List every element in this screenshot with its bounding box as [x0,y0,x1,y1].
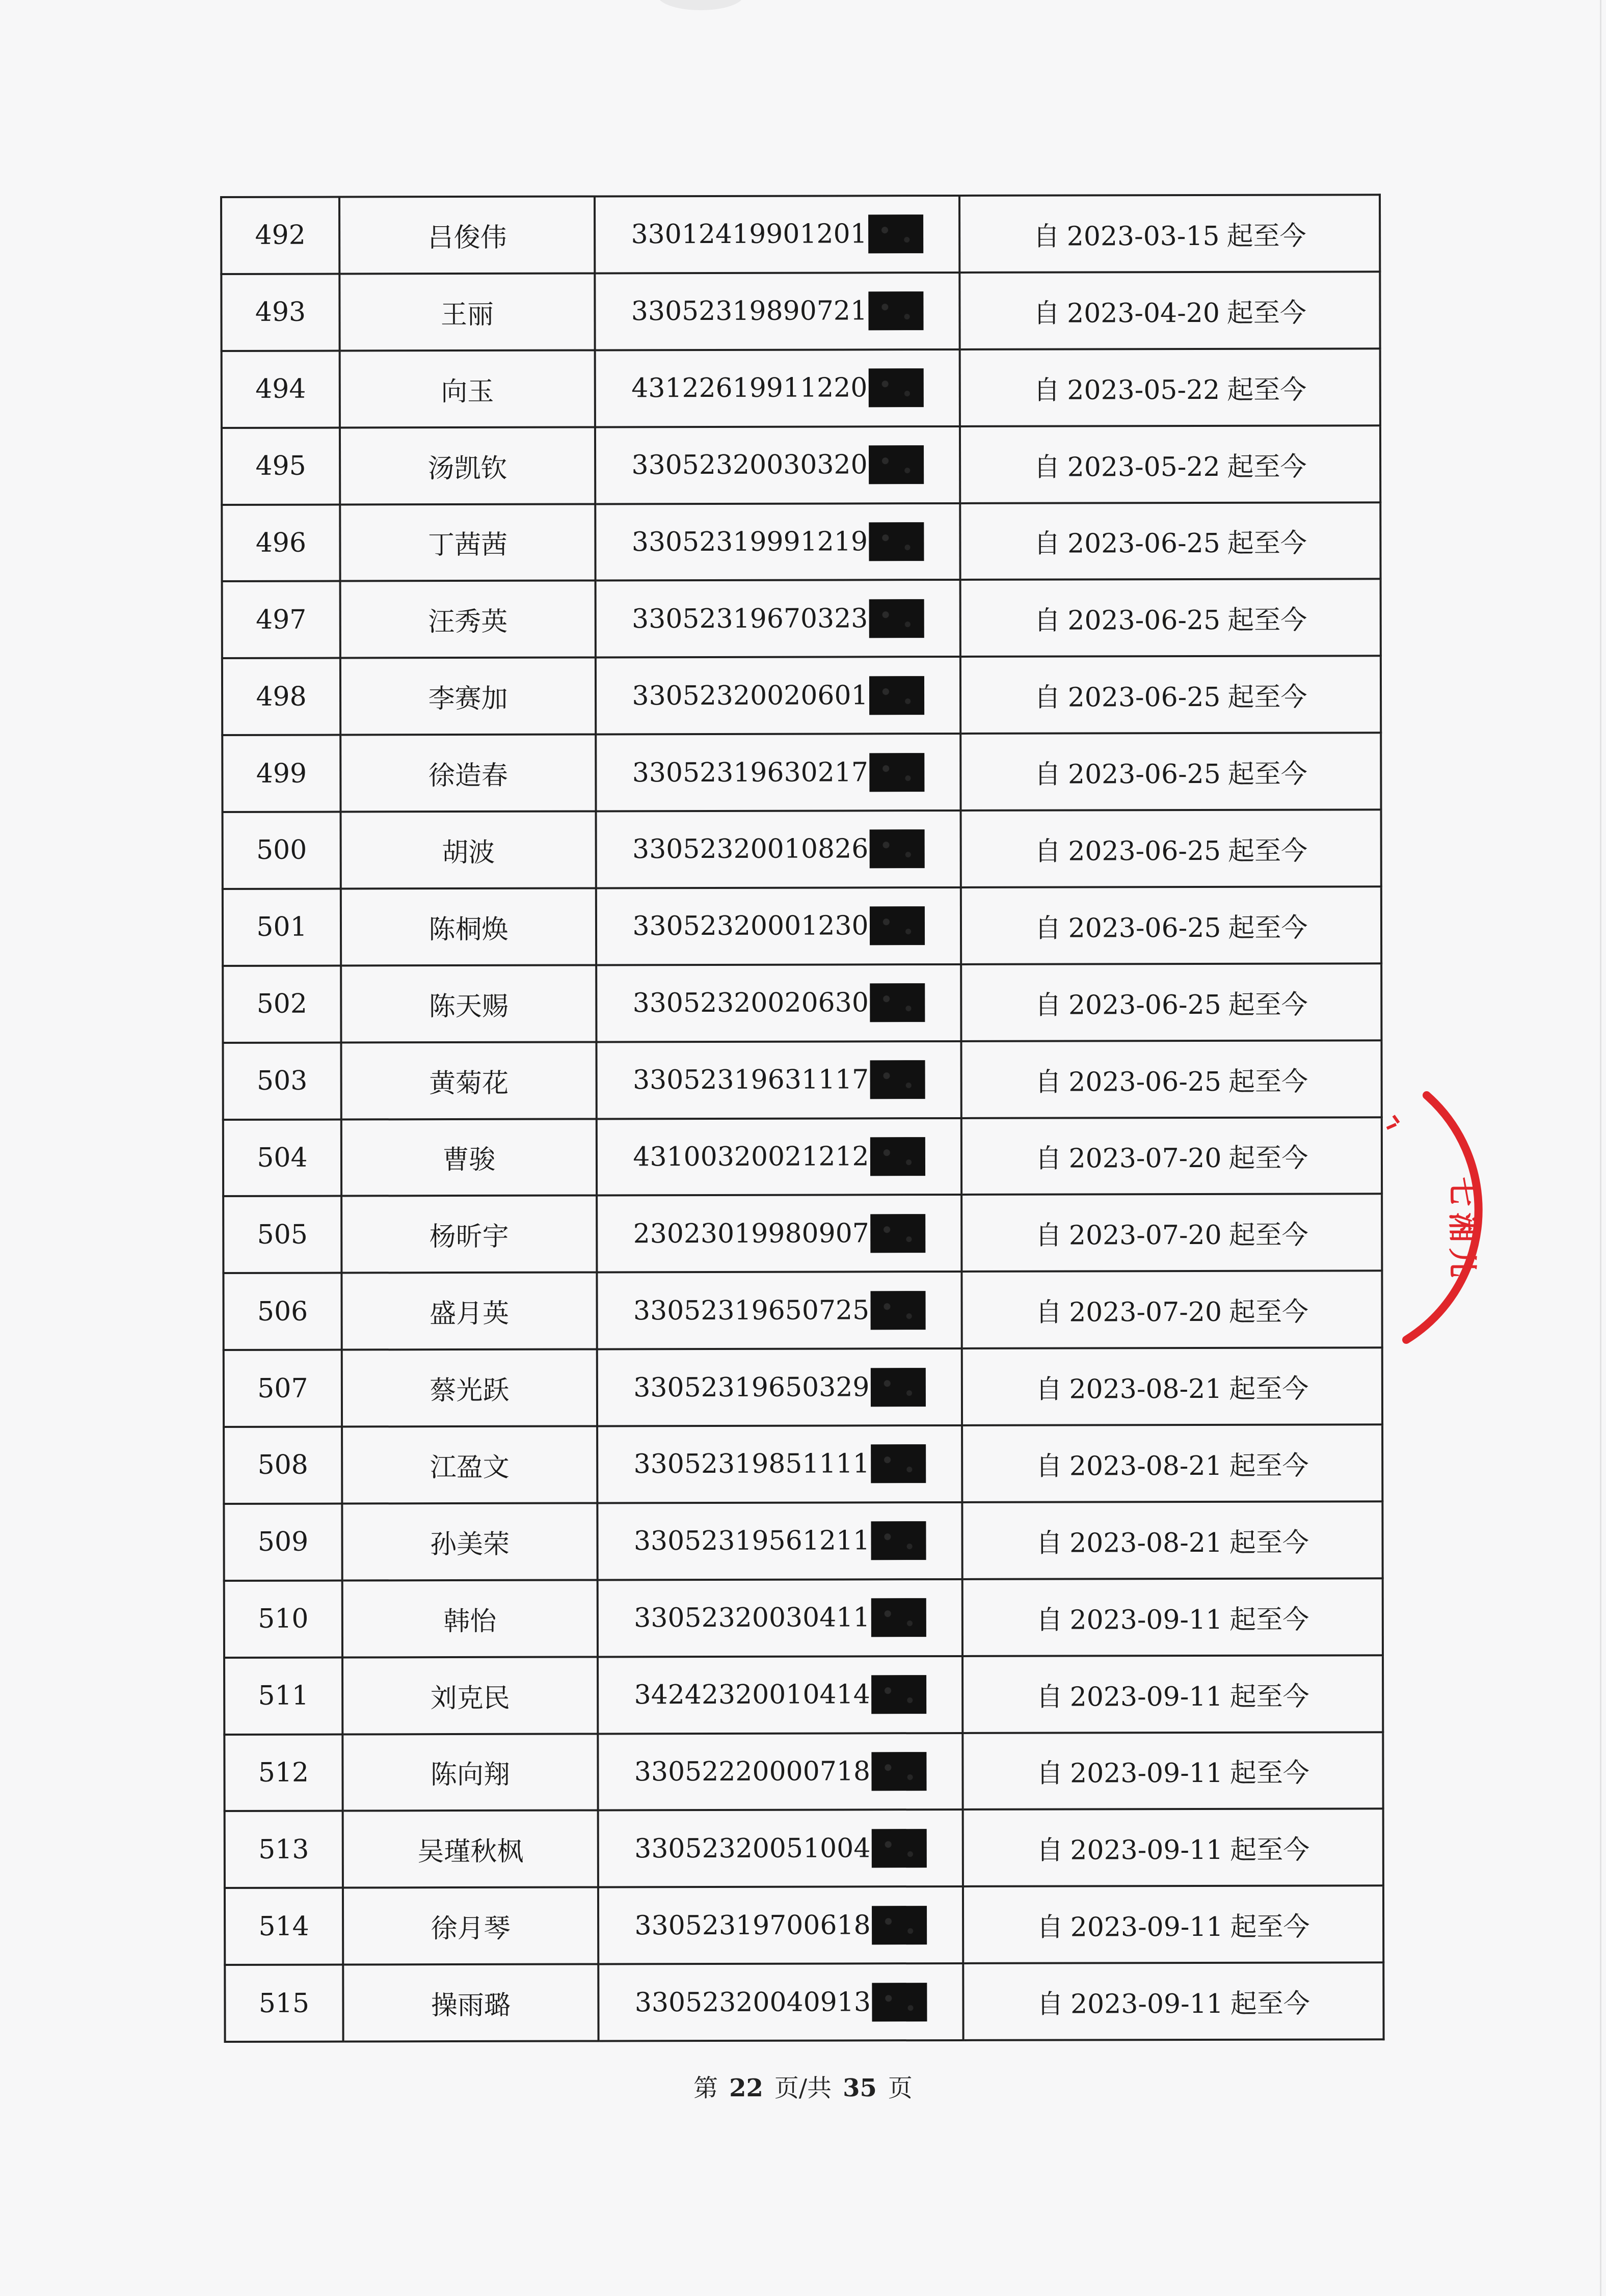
row-period [960,502,1380,580]
row-id-number: 33052320020630 [632,987,869,1019]
period-date: 2023-09-11 [1069,1681,1223,1713]
row-id-cell [595,273,959,350]
period-suffix: 起至今 [1228,912,1308,943]
period-date: 2023-06-25 [1067,682,1221,713]
redaction-block [869,522,924,561]
footer-total-pages: 35 [843,2074,877,2102]
row-period [960,425,1380,503]
row-period [961,1194,1382,1272]
period-suffix: 起至今 [1227,451,1307,482]
row-id-number: 33052220000718 [634,1756,871,1788]
row-period [960,348,1380,426]
redaction-block [870,1137,925,1176]
period-suffix: 起至今 [1228,835,1308,867]
period-date: 2023-06-25 [1067,605,1221,636]
redaction-block [869,676,924,715]
table-row [223,1194,1382,1274]
redaction-block [870,906,925,945]
row-id-cell [595,349,960,427]
period-date: 2023-09-11 [1070,1988,1223,2020]
row-name: 刘克民 [342,1657,598,1734]
row-number: 513 [225,1811,343,1888]
footer-middle: 页/共 [774,2074,832,2102]
redaction-block [872,1983,927,2021]
row-name: 杨昕宇 [341,1196,597,1273]
period-date: 2023-05-22 [1067,451,1220,483]
id-wrapper [634,1829,926,1868]
table-row [225,1885,1383,1965]
row-period [962,1424,1382,1502]
row-period [962,1732,1383,1810]
id-wrapper [633,1291,925,1330]
table-row [222,348,1380,428]
row-id-cell [598,1886,963,1964]
id-wrapper [631,215,923,254]
row-id-number: 33052320030320 [631,449,868,481]
footer-current-page: 22 [729,2074,763,2102]
redaction-block [871,1829,926,1868]
period-suffix: 起至今 [1227,759,1307,790]
row-period [960,656,1381,734]
row-id-cell [597,1502,962,1580]
period-suffix: 起至今 [1227,374,1307,406]
period-date: 2023-07-20 [1069,1297,1222,1328]
row-name: 李赛加 [340,658,596,735]
row-number: 500 [223,812,341,889]
table-row [222,425,1380,505]
row-number: 495 [222,427,340,504]
row-name: 徐月琴 [343,1887,598,1965]
period-date: 2023-03-15 [1066,221,1220,252]
table-row [223,1271,1382,1350]
row-number: 512 [224,1734,342,1811]
row-id-cell [598,1733,962,1810]
redaction-block [868,291,923,330]
id-wrapper [631,368,923,408]
row-id-cell [596,811,961,888]
redaction-block [871,1445,926,1483]
period-date: 2023-06-25 [1067,759,1221,790]
row-period [961,809,1381,887]
redaction-block [870,983,925,1022]
row-id-number: 43100320021212 [633,1141,869,1173]
redaction-block [869,599,924,638]
period-date: 2023-09-11 [1070,1835,1223,1866]
id-wrapper [633,1368,925,1407]
row-name: 黄菊花 [341,1042,596,1119]
period-suffix: 起至今 [1227,605,1307,636]
row-id-cell [595,503,960,580]
redaction-block [870,1060,925,1099]
row-period [961,886,1381,964]
period-prefix: 自 [1033,452,1060,483]
row-number: 506 [223,1273,341,1350]
id-wrapper [634,1752,926,1791]
period-suffix: 起至今 [1230,1834,1310,1866]
row-name: 徐造春 [340,735,596,812]
period-prefix: 自 [1033,221,1060,252]
redaction-block [869,445,924,484]
period-date: 2023-06-25 [1068,835,1221,867]
period-prefix: 自 [1035,1143,1062,1175]
period-suffix: 起至今 [1229,1758,1309,1789]
period-date: 2023-07-20 [1068,1143,1222,1174]
row-number: 503 [223,1042,341,1119]
row-id-number: 33052320001230 [632,910,869,942]
seal-text [1445,1177,1480,1278]
row-period [963,1809,1383,1887]
row-number: 504 [223,1119,341,1196]
row-id-cell [596,580,960,657]
row-name: 陈桐焕 [341,888,596,965]
table-row [223,963,1381,1043]
table-row [225,1962,1383,2042]
id-wrapper [632,906,924,946]
binding-mark [657,0,744,10]
period-suffix: 起至今 [1230,1988,1310,2019]
row-id-number: 34242320010414 [634,1679,870,1711]
svg-text:七: 七 [1445,1177,1480,1207]
id-wrapper [635,1983,927,2022]
row-id-number: 33052320010826 [632,833,869,865]
row-period [959,272,1380,349]
row-number: 501 [223,888,341,965]
row-id-cell [596,1041,961,1119]
svg-text:儿: 儿 [1445,1248,1480,1278]
period-prefix: 自 [1034,759,1061,790]
row-number: 499 [222,735,340,812]
id-wrapper [632,753,924,792]
period-date: 2023-08-21 [1069,1527,1223,1559]
row-id-cell [597,1272,961,1349]
table-row [221,272,1380,351]
period-prefix: 自 [1035,1451,1062,1482]
row-name: 王丽 [339,273,595,350]
period-date: 2023-08-21 [1069,1450,1222,1482]
redaction-block [868,368,923,407]
period-date: 2023-08-21 [1069,1373,1222,1405]
period-prefix: 自 [1036,1528,1063,1559]
row-id-cell [596,657,960,734]
redaction-block [871,1598,926,1637]
row-period [962,1501,1382,1579]
period-suffix: 起至今 [1227,528,1307,559]
footer-suffix: 页 [888,2074,913,2102]
row-id-cell [598,1656,962,1734]
row-number: 507 [224,1350,342,1427]
row-period [963,1885,1383,1963]
period-prefix: 自 [1036,1835,1063,1866]
period-prefix: 自 [1034,836,1061,867]
id-wrapper [633,1214,925,1253]
period-suffix: 起至今 [1226,221,1306,252]
table-row [224,1347,1382,1427]
redaction-block [871,1675,926,1714]
period-date: 2023-09-11 [1070,1758,1223,1789]
period-date: 2023-06-25 [1067,528,1220,559]
row-id-number: 33052320020601 [632,680,868,711]
row-name: 蔡光跃 [342,1349,597,1427]
table-row [224,1655,1383,1735]
period-date: 2023-06-25 [1068,1066,1222,1098]
row-period [961,1117,1382,1195]
id-wrapper [633,1137,925,1176]
row-period [962,1347,1382,1425]
id-wrapper [631,445,923,484]
id-wrapper [631,291,923,331]
period-date: 2023-04-20 [1067,298,1220,329]
row-id-number: 23023019980907 [633,1218,869,1250]
row-id-number: 33052319561211 [633,1525,870,1557]
row-number: 497 [222,581,340,658]
row-period [962,1578,1383,1656]
row-id-number: 33052319890721 [631,295,868,327]
row-name: 向玉 [340,350,595,427]
row-name: 吕俊伟 [339,196,595,274]
row-id-number: 33052319700618 [634,1910,871,1941]
row-id-cell [597,1425,962,1503]
table-row [223,886,1381,966]
row-period [961,963,1381,1041]
redaction-block [869,753,924,792]
id-wrapper [632,522,924,561]
row-name: 韩怡 [342,1580,598,1657]
row-name: 汪秀英 [340,581,596,658]
period-prefix: 自 [1036,1605,1063,1636]
period-suffix: 起至今 [1229,1681,1309,1712]
row-number: 498 [222,658,340,735]
row-id-number: 33052320030411 [634,1602,870,1634]
row-id-cell [596,964,961,1042]
row-period [959,195,1380,273]
redaction-block [872,1906,927,1944]
row-number: 511 [224,1657,342,1734]
period-suffix: 起至今 [1229,1527,1309,1558]
row-name: 操雨璐 [343,1964,598,2042]
table-row [222,656,1381,735]
page-footer [0,2068,1606,2103]
row-name: 胡波 [341,811,596,888]
period-suffix: 起至今 [1229,1450,1309,1481]
row-period [961,1040,1381,1118]
row-number: 493 [221,274,339,350]
row-id-cell [598,1963,963,2041]
redaction-block [869,830,924,869]
id-wrapper [634,1445,926,1484]
table-row [225,1809,1383,1888]
period-suffix: 起至今 [1228,1066,1308,1097]
period-suffix: 起至今 [1226,298,1306,329]
row-id-cell [597,1348,962,1426]
row-period [961,1271,1382,1348]
id-wrapper [633,1060,925,1099]
row-number: 510 [224,1580,342,1657]
table-row [223,809,1381,889]
period-prefix: 自 [1034,913,1061,944]
id-wrapper [632,830,924,869]
period-suffix: 起至今 [1228,1143,1308,1174]
svg-text:湘: 湘 [1445,1212,1480,1242]
table-row [222,579,1381,659]
period-date: 2023-06-25 [1068,912,1221,944]
row-id-cell [595,426,960,504]
row-id-number: 33052319631117 [632,1064,869,1096]
row-id-number: 33052319630217 [632,757,869,788]
row-id-number: 43122619911220 [631,372,868,404]
row-id-number: 33012419901201 [631,219,867,250]
row-id-number: 33052319670323 [632,603,868,635]
table-row [224,1732,1383,1812]
id-wrapper [634,1598,926,1637]
table-row [223,1040,1381,1120]
id-wrapper [634,1521,926,1560]
row-name: 陈向翔 [342,1734,598,1811]
period-suffix: 起至今 [1227,682,1307,713]
redaction-block [868,215,923,254]
table-row [222,733,1381,812]
id-wrapper [634,1675,926,1714]
table-row [224,1501,1382,1581]
period-suffix: 起至今 [1228,989,1308,1020]
roster-table-body [221,195,1384,2042]
period-prefix: 自 [1036,1912,1063,1943]
row-period [960,733,1381,811]
row-name: 丁茜茜 [340,504,595,581]
redaction-block [870,1214,925,1253]
row-period [963,1962,1383,2040]
period-prefix: 自 [1033,298,1060,329]
row-id-cell [595,196,959,273]
row-id-cell [597,1195,961,1272]
redaction-block [870,1368,925,1407]
footer-prefix: 第 [693,2074,718,2102]
row-name: 盛月英 [341,1273,597,1350]
redaction-block [871,1752,926,1791]
row-number: 505 [223,1196,341,1273]
row-id-number: 33052319650725 [633,1295,870,1326]
period-suffix: 起至今 [1230,1911,1310,1943]
period-suffix: 起至今 [1228,1296,1309,1328]
table-row [221,195,1380,274]
period-prefix: 自 [1035,1297,1062,1328]
table-row [222,502,1380,582]
row-id-cell [598,1579,962,1657]
period-date: 2023-07-20 [1068,1220,1222,1251]
row-name: 孙美荣 [342,1503,597,1580]
period-prefix: 自 [1033,528,1061,560]
row-number: 514 [225,1888,343,1965]
row-id-number: 33052319650329 [633,1371,870,1403]
period-prefix: 自 [1034,990,1061,1021]
redaction-block [870,1291,925,1330]
row-id-cell [596,887,961,965]
row-name: 曹骏 [341,1119,597,1196]
row-name: 汤凯钦 [340,427,595,504]
row-number: 492 [221,197,339,274]
row-name: 陈天赐 [341,965,596,1042]
row-name: 江盈文 [342,1426,597,1503]
row-number: 494 [222,350,340,427]
period-date: 2023-06-25 [1068,989,1221,1021]
period-suffix: 起至今 [1228,1220,1308,1251]
row-period [962,1655,1383,1733]
row-period [960,579,1381,657]
row-id-number: 33052320040913 [634,1986,871,2018]
id-wrapper [633,983,925,1022]
row-number: 496 [222,504,340,581]
row-number: 508 [224,1427,342,1504]
row-number: 509 [224,1503,342,1580]
period-prefix: 自 [1036,1682,1063,1713]
period-date: 2023-05-22 [1067,374,1220,406]
row-number: 502 [223,965,341,1042]
table-row [224,1578,1383,1658]
row-id-cell [597,1118,961,1195]
period-suffix: 起至今 [1229,1373,1309,1404]
period-prefix: 自 [1034,605,1061,636]
row-id-cell [598,1809,963,1887]
period-prefix: 自 [1034,682,1061,713]
official-seal [1376,1080,1569,1355]
period-prefix: 自 [1035,1374,1062,1405]
table-row [223,1117,1382,1197]
redaction-block [871,1521,926,1560]
id-wrapper [632,676,924,715]
row-id-number: 33052320051004 [634,1833,871,1865]
period-prefix: 自 [1036,1758,1063,1790]
id-wrapper [632,599,924,638]
period-date: 2023-09-11 [1069,1604,1223,1636]
period-prefix: 自 [1033,375,1060,406]
period-prefix: 自 [1035,1220,1062,1251]
period-prefix: 自 [1035,1067,1062,1098]
page-edge [1600,0,1601,2296]
row-id-cell [596,734,960,811]
period-date: 2023-09-11 [1070,1912,1223,1943]
id-wrapper [634,1906,926,1945]
period-suffix: 起至今 [1229,1604,1309,1635]
row-id-number: 33052319851111 [633,1448,870,1480]
row-name: 吴瑾秋枫 [343,1811,598,1888]
table-row [224,1424,1382,1504]
row-number: 515 [225,1965,343,2042]
roster-table [220,194,1385,2043]
period-prefix: 自 [1036,1989,1064,2020]
row-id-number: 33052319991219 [631,526,868,558]
